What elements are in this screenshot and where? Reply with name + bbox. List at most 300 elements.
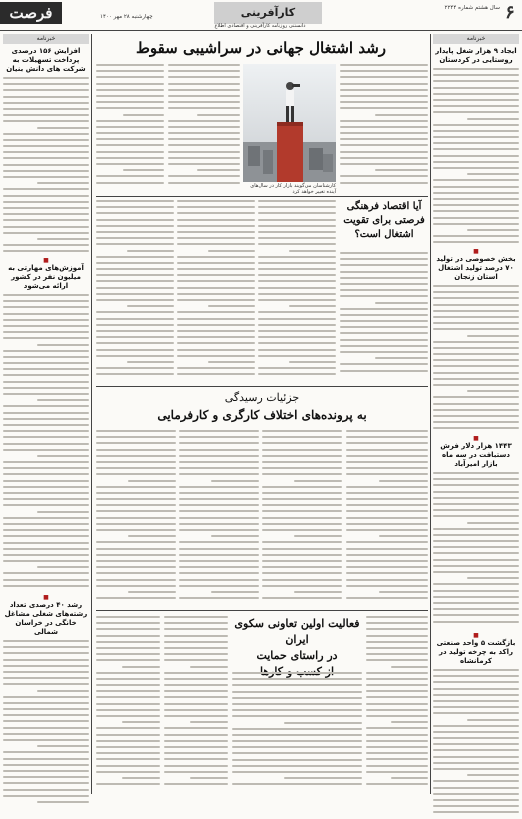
- text-line: [433, 87, 519, 89]
- text-line: [3, 572, 89, 574]
- text-line: [96, 734, 160, 736]
- text-line: [433, 223, 519, 225]
- text-line: [168, 89, 240, 91]
- text-line: [3, 387, 89, 389]
- text-line: [3, 542, 89, 544]
- left-news-title-1: افزایش ۱۵۶ درصدی پرداخت تسهیلات به شرکت های دانش بنیان: [6, 47, 86, 73]
- text-line: [168, 83, 240, 85]
- text-line: [96, 330, 174, 332]
- text-line: [3, 393, 89, 395]
- text-line: [340, 264, 428, 266]
- text-line: [467, 335, 519, 337]
- text-line: [3, 294, 89, 296]
- text-line: [258, 200, 336, 202]
- text-line: [96, 690, 160, 692]
- text-line: [128, 591, 176, 593]
- text-line: [467, 229, 519, 231]
- text-line: [164, 628, 228, 630]
- text-line: [258, 373, 336, 375]
- text-line: [37, 399, 89, 401]
- text-line: [168, 138, 240, 140]
- text-line: [467, 522, 519, 524]
- text-line: [258, 324, 336, 326]
- text-line: [37, 801, 89, 803]
- text-line: [96, 436, 176, 438]
- text-line: [366, 672, 428, 674]
- text-line: [3, 120, 89, 122]
- text-line: [433, 136, 519, 138]
- text-line: [433, 497, 519, 499]
- text-line: [258, 318, 336, 320]
- text-line: [366, 746, 428, 748]
- text-line: [177, 206, 255, 208]
- text-line: [168, 144, 240, 146]
- text-line: [37, 344, 89, 346]
- text-line: [3, 306, 89, 308]
- text-line: [96, 95, 164, 97]
- text-line: [96, 311, 174, 313]
- text-line: [433, 415, 519, 417]
- text-line: [164, 635, 228, 637]
- text-line: [467, 390, 519, 392]
- text-line: [96, 126, 164, 128]
- text-line: [3, 337, 89, 339]
- text-line: [366, 628, 428, 630]
- text-line: [3, 671, 89, 673]
- text-line: [3, 665, 89, 667]
- text-line: [177, 367, 255, 369]
- text-line: [122, 666, 160, 668]
- text-line: [3, 412, 89, 414]
- text-line: [433, 700, 519, 702]
- text-line: [96, 442, 176, 444]
- text-line: [179, 486, 259, 488]
- text-line: [96, 758, 160, 760]
- text-line: [96, 740, 160, 742]
- text-line: [96, 560, 176, 562]
- text-line: [3, 164, 89, 166]
- text-line: [340, 132, 428, 134]
- text-line: [168, 107, 240, 109]
- text-line: [96, 486, 176, 488]
- text-line: [179, 572, 259, 574]
- text-line: [258, 342, 336, 344]
- text-line: [232, 672, 362, 674]
- text-line: [3, 219, 89, 221]
- text-line: [346, 473, 428, 475]
- text-line: [232, 728, 362, 730]
- text-line: [96, 622, 160, 624]
- text-line: [208, 250, 255, 252]
- text-line: [164, 740, 228, 742]
- text-line: [96, 771, 160, 773]
- text-line: [433, 515, 519, 517]
- text-line: [96, 349, 174, 351]
- text-line: [366, 727, 428, 729]
- main-headline-2: آیا اقتصاد فرهنگی فرصتی برای تقویت اشتغال است؟: [343, 201, 425, 240]
- date-line: چهارشنبه ۲۸ مهر ۱۴۰۰: [100, 14, 153, 20]
- text-line: [375, 357, 428, 359]
- text-line: [340, 144, 428, 146]
- text-line: [164, 622, 228, 624]
- text-line: [96, 510, 176, 512]
- text-line: [284, 777, 362, 779]
- text-line: [340, 151, 428, 153]
- text-line: [179, 529, 259, 531]
- text-line: [208, 305, 255, 307]
- text-line: [433, 204, 519, 206]
- text-line: [3, 157, 89, 159]
- text-line: [262, 597, 342, 599]
- text-line: [340, 107, 428, 109]
- text-line: [96, 256, 174, 258]
- text-line: [177, 256, 255, 258]
- text-line: [190, 666, 228, 668]
- text-line: [232, 715, 362, 717]
- text-line: [433, 712, 519, 714]
- article-4-col-right: [366, 616, 428, 792]
- text-line: [433, 359, 519, 361]
- text-line: [164, 647, 228, 649]
- text-line: [3, 702, 89, 704]
- text-line: [122, 721, 160, 723]
- text-line: [340, 283, 428, 285]
- text-line: [467, 118, 519, 120]
- text-line: [433, 805, 519, 807]
- text-line: [340, 295, 428, 297]
- text-line: [37, 182, 89, 184]
- section-title: کارآفرینی: [214, 2, 322, 24]
- text-line: [433, 799, 519, 801]
- text-line: [262, 548, 342, 550]
- text-line: [168, 175, 240, 177]
- text-line: [179, 492, 259, 494]
- text-line: [433, 780, 519, 782]
- text-line: [433, 291, 519, 293]
- text-line: [177, 349, 255, 351]
- text-line: [177, 299, 255, 301]
- text-line: [127, 250, 174, 252]
- text-line: [127, 361, 174, 363]
- text-line: [96, 138, 164, 140]
- article-2-col-3: [177, 200, 255, 382]
- text-line: [3, 727, 89, 729]
- text-line: [262, 467, 342, 469]
- text-line: [179, 597, 259, 599]
- text-line: [433, 602, 519, 604]
- text-line: [211, 480, 259, 482]
- text-line: [96, 280, 174, 282]
- text-line: [96, 367, 174, 369]
- text-line: [433, 571, 519, 573]
- text-line: [164, 783, 228, 785]
- text-line: [164, 616, 228, 618]
- text-line: [3, 424, 89, 426]
- text-line: [258, 355, 336, 357]
- text-line: [433, 552, 519, 554]
- text-line: [262, 461, 342, 463]
- text-line: [262, 579, 342, 581]
- text-line: [433, 142, 519, 144]
- text-line: [232, 740, 362, 742]
- text-line: [96, 659, 160, 661]
- text-line: [258, 349, 336, 351]
- text-line: [3, 331, 89, 333]
- text-line: [164, 771, 228, 773]
- text-line: [177, 336, 255, 338]
- text-line: [3, 486, 89, 488]
- text-line: [433, 706, 519, 708]
- text-line: [346, 436, 428, 438]
- text-line: [177, 330, 255, 332]
- text-line: [179, 560, 259, 562]
- text-line: [346, 442, 428, 444]
- text-line: [96, 597, 176, 599]
- text-line: [179, 585, 259, 587]
- text-line: [3, 535, 89, 537]
- text-line: [3, 473, 89, 475]
- text-line: [433, 241, 519, 243]
- text-line: [366, 653, 428, 655]
- text-line: [3, 77, 89, 79]
- text-line: [96, 653, 160, 655]
- text-line: [258, 212, 336, 214]
- text-line: [177, 280, 255, 282]
- text-line: [168, 126, 240, 128]
- text-line: [3, 652, 89, 654]
- text-line: [262, 523, 342, 525]
- text-line: [96, 355, 174, 357]
- text-line: [190, 721, 228, 723]
- text-line: [258, 367, 336, 369]
- text-line: [433, 192, 519, 194]
- text-line: [3, 89, 89, 91]
- text-line: [232, 746, 362, 748]
- text-line: [433, 155, 519, 157]
- text-line: [96, 678, 160, 680]
- text-line: [96, 703, 160, 705]
- text-line: [164, 758, 228, 760]
- text-line: [379, 535, 428, 537]
- text-line: [3, 714, 89, 716]
- text-line: [3, 139, 89, 141]
- text-line: [123, 169, 164, 171]
- text-line: [96, 132, 164, 134]
- text-line: [211, 535, 259, 537]
- text-line: [96, 572, 176, 574]
- text-line: [3, 789, 89, 791]
- right-news-title-4: بازگشت ۵ واحد صنعتی راکد به چرخه تولید در کرمانشاه: [436, 639, 516, 665]
- text-line: [96, 628, 160, 630]
- text-line: [340, 339, 428, 341]
- text-line: [433, 322, 519, 324]
- text-line: [433, 621, 519, 623]
- text-line: [3, 207, 89, 209]
- text-line: [433, 427, 519, 429]
- text-line: [262, 504, 342, 506]
- left-news-body-2: [3, 294, 89, 594]
- text-line: [467, 774, 519, 776]
- text-line: [346, 517, 428, 519]
- text-line: [96, 144, 164, 146]
- main-headline-1: رشد اشتغال جهانی در سراشیبی سقوط: [135, 39, 387, 57]
- text-line: [3, 300, 89, 302]
- text-line: [3, 517, 89, 519]
- article-2-col-2: [258, 200, 336, 382]
- text-line: [96, 783, 160, 785]
- column-divider: [91, 34, 92, 794]
- text-line: [37, 690, 89, 692]
- text-line: [262, 473, 342, 475]
- text-line: [3, 430, 89, 432]
- article-4-title-block: [232, 616, 362, 680]
- text-line: [96, 548, 176, 550]
- text-line: [96, 200, 174, 202]
- text-line: [96, 342, 174, 344]
- text-line: [258, 262, 336, 264]
- text-line: [433, 304, 519, 306]
- text-line: [3, 782, 89, 784]
- text-line: [433, 675, 519, 677]
- text-line: [467, 173, 519, 175]
- text-line: [96, 83, 164, 85]
- text-line: [3, 325, 89, 327]
- text-line: [3, 529, 89, 531]
- section-divider: [96, 196, 428, 197]
- text-line: [258, 237, 336, 239]
- text-line: [366, 635, 428, 637]
- text-line: [366, 734, 428, 736]
- text-line: [3, 640, 89, 642]
- text-line: [366, 684, 428, 686]
- text-line: [433, 328, 519, 330]
- text-line: [164, 765, 228, 767]
- text-line: [164, 641, 228, 643]
- text-line: [433, 484, 519, 486]
- main-photo: [243, 64, 336, 182]
- text-line: [433, 217, 519, 219]
- text-line: [177, 293, 255, 295]
- text-line: [433, 93, 519, 95]
- text-line: [258, 299, 336, 301]
- text-line: [467, 577, 519, 579]
- text-line: [96, 157, 164, 159]
- text-line: [433, 409, 519, 411]
- text-line: [346, 498, 428, 500]
- text-line: [258, 243, 336, 245]
- text-line: [294, 535, 342, 537]
- article-2-col-4: [96, 200, 174, 382]
- text-line: [258, 336, 336, 338]
- text-line: [179, 473, 259, 475]
- text-line: [3, 350, 89, 352]
- text-line: [3, 133, 89, 135]
- text-line: [433, 491, 519, 493]
- text-line: [168, 76, 240, 78]
- text-line: [232, 752, 362, 754]
- text-line: [179, 579, 259, 581]
- header-divider: [0, 30, 522, 31]
- text-line: [179, 541, 259, 543]
- text-line: [3, 492, 89, 494]
- text-line: [433, 509, 519, 511]
- text-line: [433, 74, 519, 76]
- text-line: [433, 749, 519, 751]
- article-1-col-left: [96, 64, 164, 190]
- text-line: [433, 130, 519, 132]
- article-1-col-mid: [168, 64, 240, 190]
- text-line: [258, 311, 336, 313]
- text-line: [164, 715, 228, 717]
- text-line: [96, 517, 176, 519]
- text-line: [3, 195, 89, 197]
- text-line: [340, 89, 428, 91]
- text-line: [3, 151, 89, 153]
- text-line: [433, 528, 519, 530]
- text-line: [366, 709, 428, 711]
- text-line: [433, 743, 519, 745]
- text-line: [168, 95, 240, 97]
- text-line: [37, 745, 89, 747]
- column-divider: [430, 34, 431, 794]
- text-line: [340, 175, 428, 177]
- text-line: [340, 126, 428, 128]
- text-line: [3, 461, 89, 463]
- text-line: [3, 646, 89, 648]
- text-line: [179, 442, 259, 444]
- text-line: [366, 740, 428, 742]
- text-line: [346, 430, 428, 432]
- text-line: [164, 684, 228, 686]
- news-bullet-icon: ■: [473, 435, 479, 442]
- text-line: [3, 368, 89, 370]
- text-line: [340, 314, 428, 316]
- left-column: [3, 34, 89, 794]
- text-line: [164, 746, 228, 748]
- text-line: [232, 771, 362, 773]
- text-line: [3, 226, 89, 228]
- text-line: [96, 70, 164, 72]
- left-news-title-2: آموزش‌های مهارتی به میلیون نفر در کشور ارائه می‌شود: [8, 264, 84, 290]
- text-line: [3, 418, 89, 420]
- text-line: [96, 461, 176, 463]
- text-line: [262, 529, 342, 531]
- text-line: [3, 733, 89, 735]
- text-line: [177, 311, 255, 313]
- text-line: [262, 541, 342, 543]
- text-line: [96, 455, 176, 457]
- text-line: [96, 523, 176, 525]
- text-line: [433, 378, 519, 380]
- text-line: [3, 250, 89, 252]
- text-line: [433, 762, 519, 764]
- news-bullet-icon: ■: [473, 632, 479, 639]
- text-line: [37, 566, 89, 568]
- text-line: [3, 579, 89, 581]
- text-line: [96, 293, 174, 295]
- text-line: [433, 235, 519, 237]
- text-line: [433, 669, 519, 671]
- text-line: [3, 523, 89, 525]
- main-headline-3-bottom: به پرونده‌های اختلاف کارگری و کارفرمایی: [157, 408, 367, 422]
- article-2-col-right: [340, 252, 428, 382]
- text-line: [366, 696, 428, 698]
- text-line: [3, 467, 89, 469]
- right-column: [433, 34, 519, 794]
- text-line: [433, 737, 519, 739]
- text-line: [433, 614, 519, 616]
- text-line: [433, 565, 519, 567]
